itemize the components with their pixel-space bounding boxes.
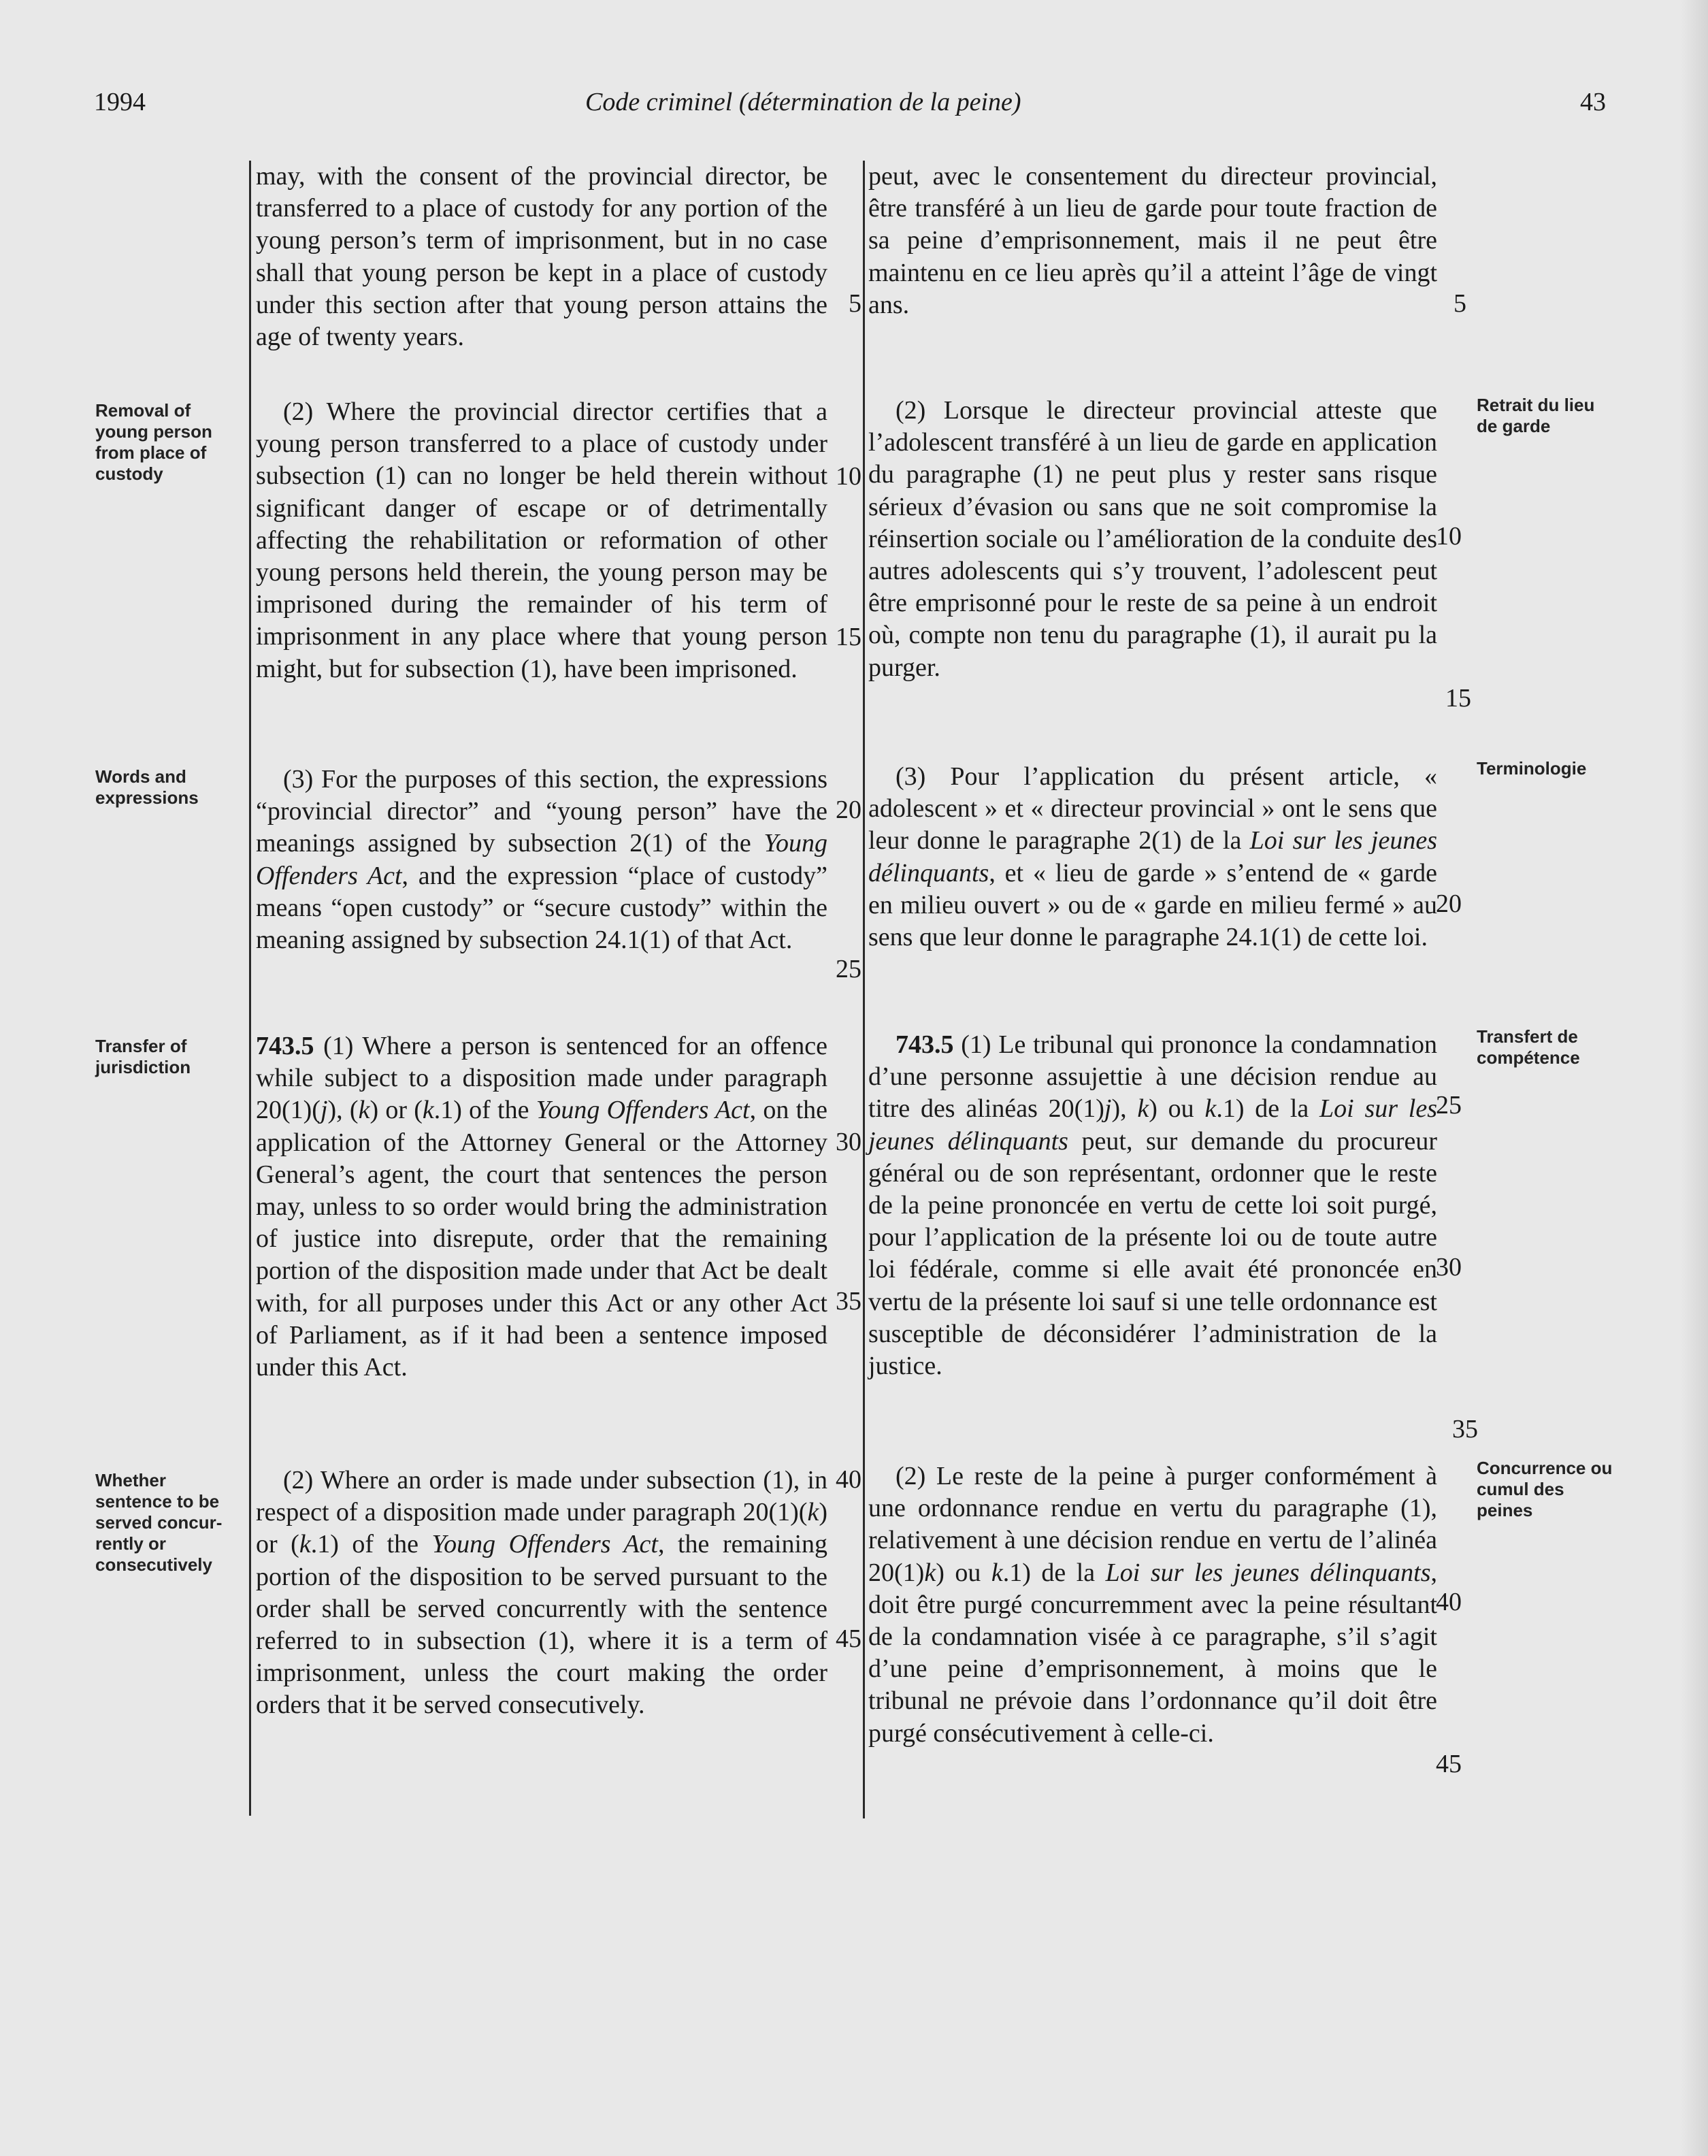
french-paragraph-letter: k <box>1137 1094 1149 1124</box>
french-line-number: 35 <box>1452 1415 1478 1443</box>
french-line-number: 20 <box>1436 889 1462 918</box>
marginal-note-terminologie: Terminologie <box>1477 758 1587 779</box>
english-section-743-5 <box>256 1030 827 1384</box>
english-line-number: 5 <box>849 289 861 318</box>
french-text: (3) Pour l’application du présent article, « adolescent » et « directeur provincial » ont le sens que leur donne le paragraphe 2(1) de la <box>868 762 1437 855</box>
english-act-title: Young Offenders Act <box>431 1530 658 1559</box>
english-paragraph-letter: k <box>299 1530 311 1559</box>
header-year: 1994 <box>94 88 146 116</box>
english-paragraph-subsection-2: (2) Where the provincial director certifies that a young person transferred to a place of custody under subsection (1) can no longer be held therein without significant danger of escape or of detrimentally affecting the rehabilitation or reformation of other young persons held therein, the young person may be imprisoned during the remainder of his term of imprisonment in any place where that young person might, but for subsection (1), have been imprisoned. <box>256 397 827 683</box>
french-text: ) ou <box>936 1558 991 1587</box>
french-section-743-5-2 <box>868 1460 1437 1750</box>
marginal-note-concurrent: Whether sentence to be served concur-rently or consecutively <box>95 1470 223 1575</box>
english-paragraph-subsection-3 <box>256 764 827 956</box>
french-paragraph-letter: k <box>924 1558 936 1587</box>
french-paragraph-letter: j <box>1104 1094 1112 1124</box>
english-text: (1) Where a person is sentenced for an offence while subject to a disposition made under paragraph 20(1)( <box>256 1032 827 1125</box>
english-text: ) or ( <box>369 1096 423 1125</box>
english-line-number: 45 <box>836 1624 861 1653</box>
english-text: ) or ( <box>256 1498 827 1559</box>
left-column-rule <box>249 161 251 1816</box>
english-text: .1) of the <box>310 1530 432 1559</box>
marginal-note-concurrence: Concurrence ou cumul des peines <box>1477 1458 1613 1520</box>
french-line-number: 40 <box>1436 1588 1462 1616</box>
english-paragraph-continuation: may, with the consent of the provincial director, be transferred to a place of custody for any portion of the young person’s term of imprisonment, but in no case shall that young person be kept in a place of custody under this section after that young person attains the age of twenty years. <box>256 162 827 352</box>
marginal-note-transfert: Transfert de compétence <box>1477 1026 1580 1068</box>
french-text: , doit être purgé concurremment avec la peine résultant de la condamnation visée à ce paragraphe, s’il s’agit d’une peine d’emprisonnement, à moins que le tribunal ne prévoie dans l’ordonnance qu’il doit être purgé consécutivement à celle-ci. <box>868 1558 1437 1748</box>
english-line-number: 10 <box>836 462 861 491</box>
french-line-number: 10 <box>1436 522 1462 551</box>
english-text: ), ( <box>327 1096 359 1125</box>
french-paragraph-subsection-3 <box>868 761 1437 953</box>
french-line-number: 30 <box>1436 1253 1462 1281</box>
marginal-note-retrait: Retrait du lieu de garde <box>1477 395 1595 436</box>
french-text: (1) Le tribunal qui prononce la condamnation d’une personne assujettie à une décision rendue au titre des alinéas 20(1) <box>868 1030 1437 1124</box>
marginal-note-words-expressions: Words and expressions <box>95 766 199 808</box>
french-section-743-5 <box>868 1029 1437 1382</box>
french-paragraph-subsection-2: (2) Lorsque le directeur provincial atteste que l’adolescent transféré à un lieu de garde en application du paragraphe (1) ne peut plus y rester sans risque sérieux d’évasion ou sans que ne soit compromise la réinsertion sociale ou l’amélioration de la conduite des autres adolescents qui s’y trouvent, l’adolescent peut être emprisonné pour le reste de sa peine à un endroit où, compte non tenu du paragraphe (1), il aurait pu la purger. <box>868 396 1437 682</box>
english-paragraph-letter: k <box>807 1498 819 1527</box>
english-line-number: 30 <box>836 1128 861 1156</box>
french-paragraph-continuation: peut, avec le consentement du directeur provincial, être transféré à un lieu de garde pour toute fraction de sa peine d’emprisonnement, mais il ne peut être maintenu en ce lieu après qu’il a atteint l’âge de vingt ans. <box>868 162 1437 319</box>
english-section-743-5-2 <box>256 1465 827 1722</box>
french-act-title: Loi sur les jeunes délinquants <box>1105 1558 1431 1587</box>
english-paragraph-letter: k <box>358 1096 370 1125</box>
english-paragraph-letter: k <box>422 1096 434 1125</box>
english-act-title: Young Offenders Act <box>536 1096 750 1125</box>
english-text: , on the application of the Attorney General or the Attorney General’s agent, the court that sentences the person may, unless to so order would bring the administration of justice into disrepute, order that the remaining portion of the disposition made under that Act be dealt with, for all purposes under this Act or any other Act of Parliament, as if it had been a sentence imposed under this Act. <box>256 1096 827 1382</box>
english-text: .1) of the <box>433 1096 536 1125</box>
french-line-number: 15 <box>1445 684 1471 713</box>
french-line-number: 45 <box>1436 1750 1462 1778</box>
english-line-number: 25 <box>836 955 861 983</box>
french-text: .1) de la <box>1216 1094 1320 1124</box>
french-line-number: 25 <box>1436 1091 1462 1120</box>
french-text: ), <box>1111 1094 1138 1124</box>
english-line-number: 20 <box>836 796 861 824</box>
english-text: , and the expression “place of custody” means “open custody” or “secure custody” within the meaning assigned by subsection 24.1(1) of that Act. <box>256 861 827 955</box>
french-text: , et « lieu de garde » s’entend de « garde en milieu ouvert » ou de « garde en milieu fermé » au sens que leur donne le paragraphe 24.1(1) de cette loi. <box>868 858 1437 952</box>
french-text: ) ou <box>1149 1094 1205 1124</box>
english-line-number: 35 <box>836 1287 861 1316</box>
english-text: (3) For the purposes of this section, the expressions “provincial director” and “young person” have the meanings assigned by subsection 2(1) of the <box>256 765 827 858</box>
french-line-number: 5 <box>1454 289 1466 318</box>
french-paragraph-letter: k <box>1204 1094 1217 1124</box>
page-edge-shadow <box>1681 0 1708 2156</box>
french-act-title: Loi sur les jeunes délinquants <box>868 1094 1437 1156</box>
marginal-note-transfer-jurisdiction: Transfer of jurisdiction <box>95 1036 191 1077</box>
center-column-rule <box>863 161 865 1818</box>
english-paragraph-letter: j <box>320 1096 328 1125</box>
header-title: Code criminel (détermination de la peine) <box>585 88 1021 116</box>
marginal-note-removal: Removal of young person from place of custody <box>95 400 212 484</box>
english-text: (2) Where an order is made under subsection (1), in respect of a disposition made under paragraph 20(1)( <box>256 1466 827 1527</box>
page-number: 43 <box>1580 88 1606 116</box>
french-text: peut, sur demande du procureur général ou de son représentant, ordonner que le reste de la peine prononcée en vertu de cette loi soit purgé, pour l’application de la présente loi ou de toute autre loi fédérale, comme si elle avait été prononcée en vertu de la présente loi sauf si une telle ordonnance est susceptible de déconsidérer l’administration de la justice. <box>868 1126 1437 1381</box>
english-line-number: 40 <box>836 1465 861 1494</box>
english-section-number: 743.5 <box>256 1032 314 1060</box>
english-act-title: Young Offenders Act <box>256 829 827 890</box>
french-paragraph-letter: k <box>991 1558 1003 1587</box>
french-section-number: 743.5 <box>896 1030 954 1059</box>
english-line-number: 15 <box>836 623 861 651</box>
french-text: .1) de la <box>1002 1558 1106 1587</box>
english-text: , the remaining portion of the disposition to be served pursuant to the order shall be served concurrently with the sentence referred to in subsection (1), where it is a term of imprisonment, unless the court making the order orders that it be served consecutively. <box>256 1530 827 1720</box>
french-act-title: Loi sur les jeunes délinquants <box>868 826 1437 887</box>
french-text: (2) Le reste de la peine à purger conformément à une ordonnance rendue en vertu du paragraphe (1), relativement à une décision rendue en vertu de l’alinéa 20(1) <box>868 1462 1437 1587</box>
